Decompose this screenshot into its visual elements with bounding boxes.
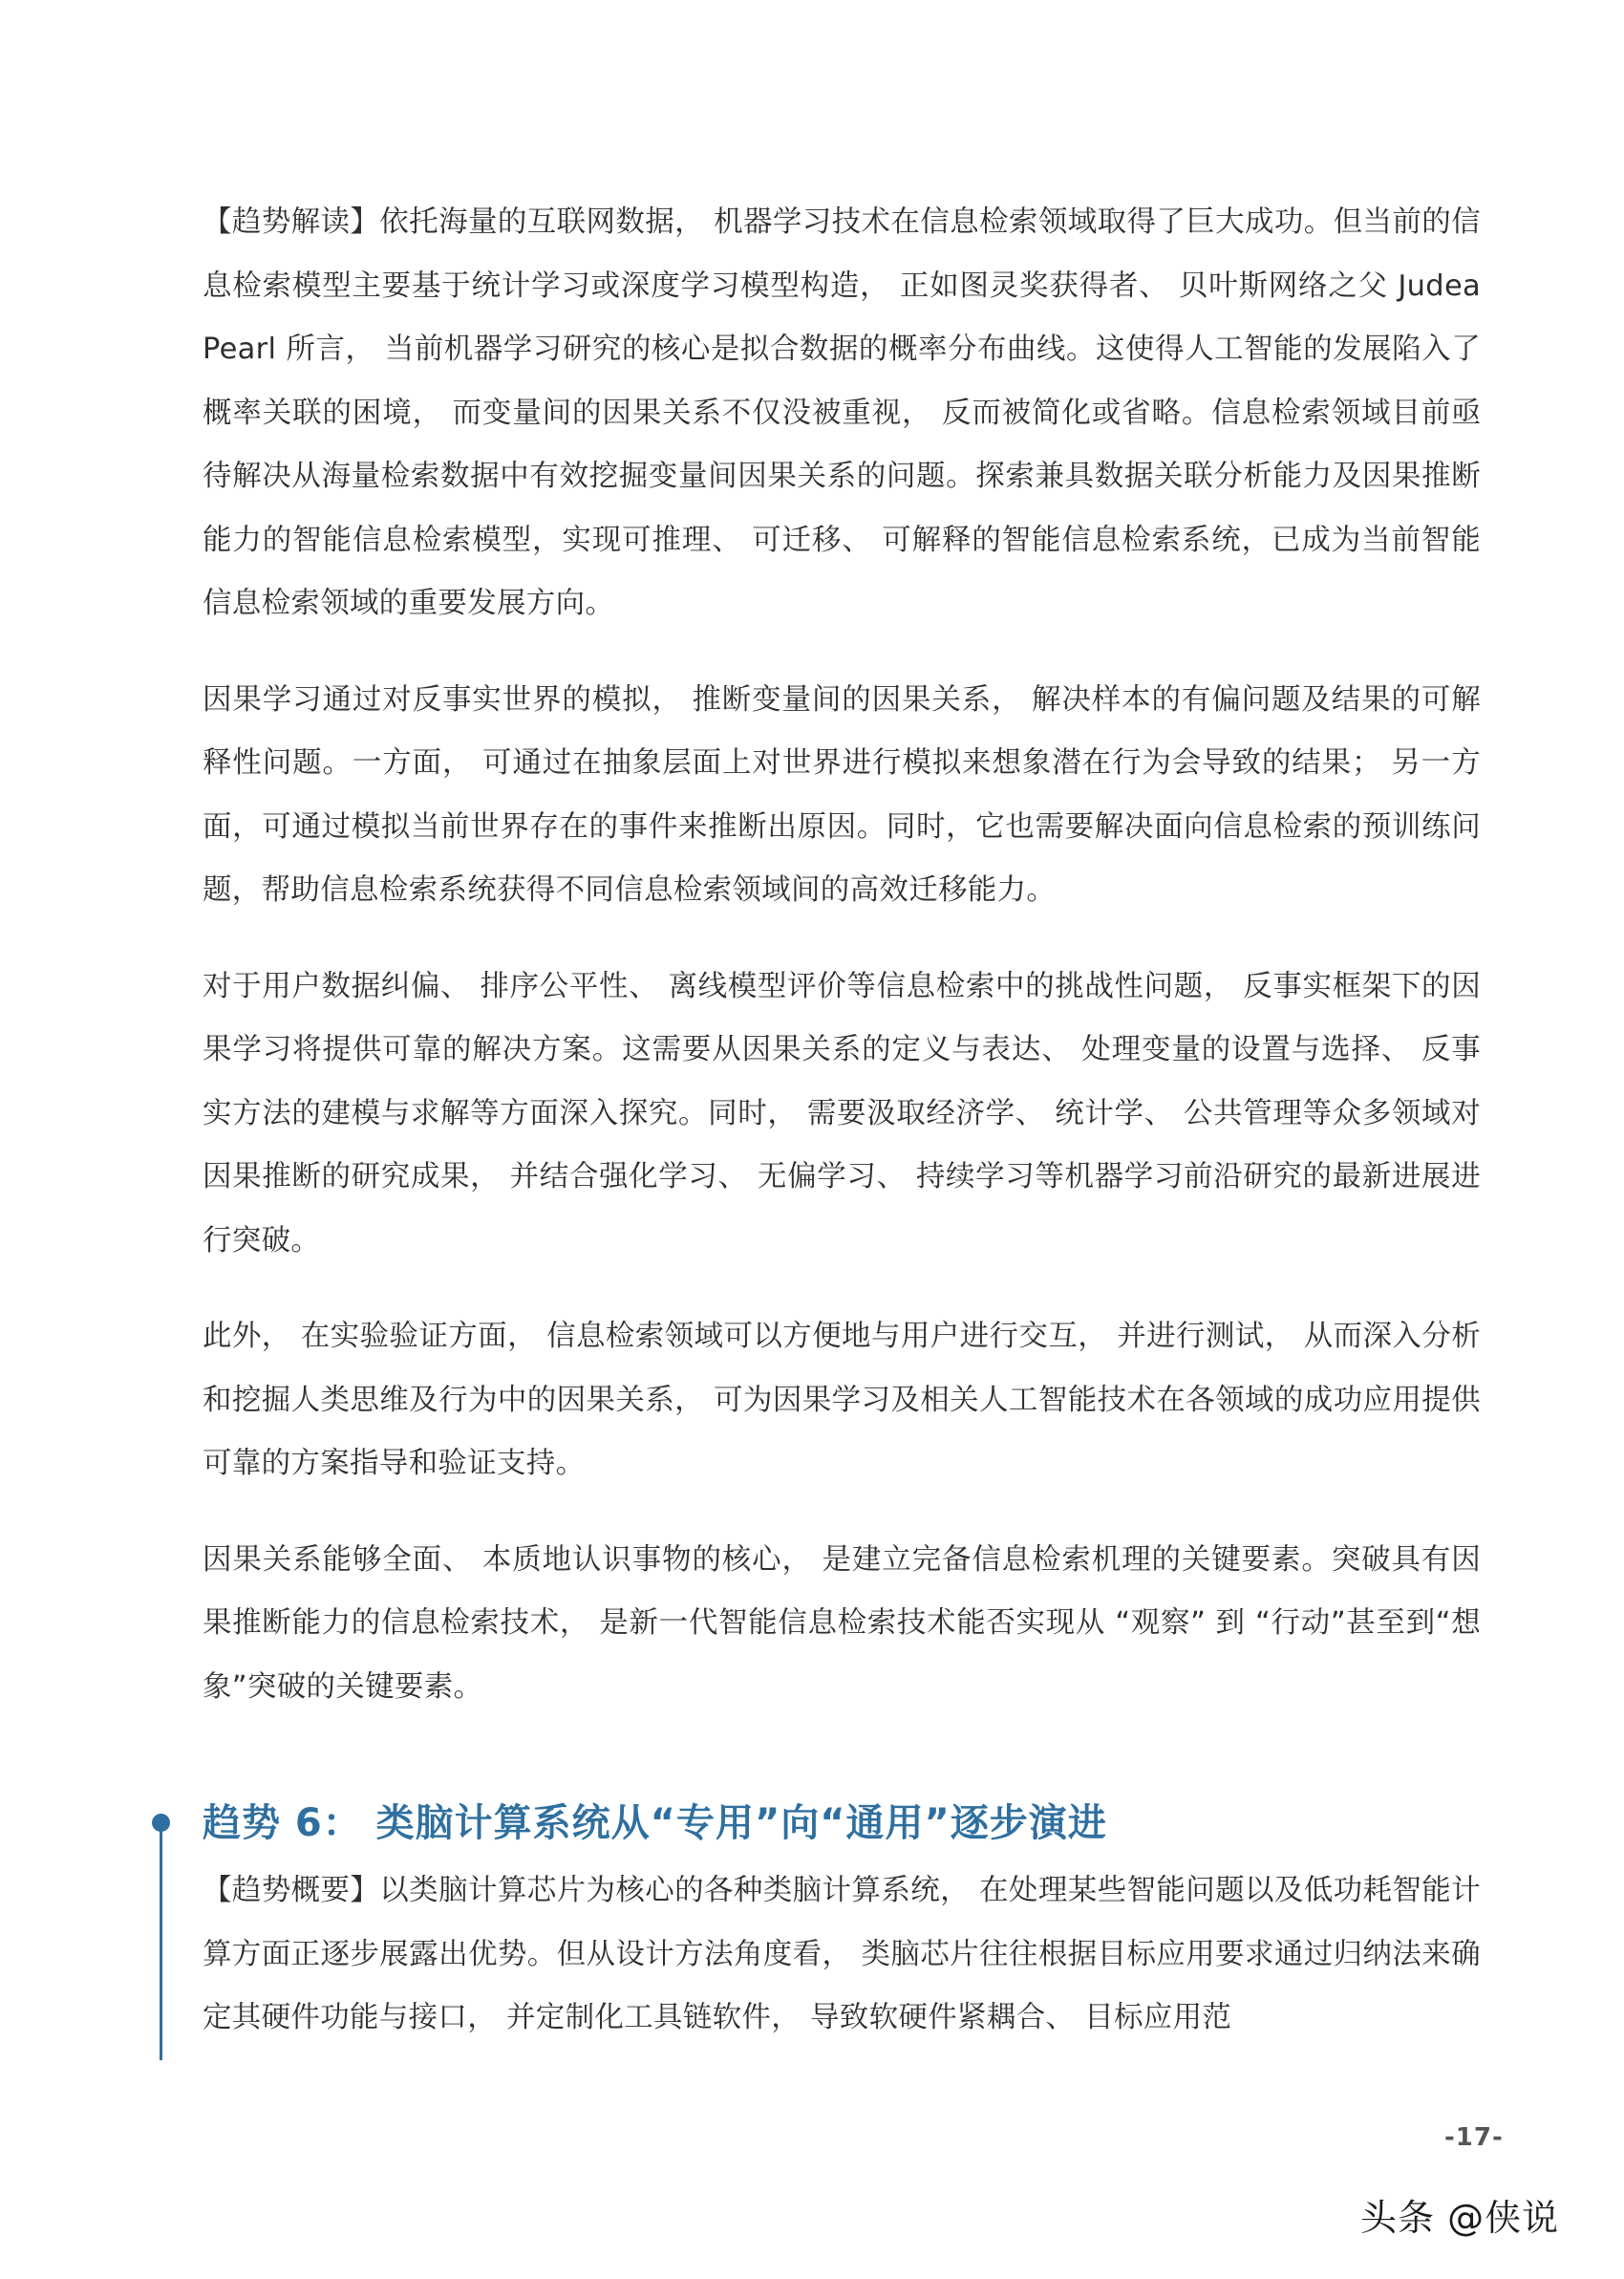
watermark-text: 头条 @侠说 bbox=[1360, 2197, 1560, 2239]
paragraph-counterfactual-framework: 对于用户数据纠偏、 排序公平性、 离线模型评价等信息检索中的挑战性问题， 反事实框架下的因果学习将提供可靠的解决方案。这需要从因果关系的定义与表达、 处理变量的设置与选择、 反事实方法的建模与求解等方面深入探究。同时， 需要汲取经济学、 统计学、 公共管理等众多领域对因果推断的研究成果， 并结合强化学习、 无偏学习、 持续学习等机器学习前沿研究的最新进展进行突破。 bbox=[203, 969, 1481, 1258]
section-title: 趋势 6： 类脑计算系统从“专用”向“通用”逐步演进 bbox=[203, 1801, 1107, 1845]
paragraph-key-element: 因果关系能够全面、 本质地认识事物的核心， 是建立完备信息检索机理的关键要素。突破具有因果推断能力的信息检索技术， 是新一代智能信息检索技术能否实现从 “观察” 到 “行动”甚至到“想象”突破的关键要素。 bbox=[203, 1542, 1481, 1704]
main-text bbox=[203, 191, 1481, 1752]
page-number: -17- bbox=[1444, 2123, 1504, 2152]
section-accent-line bbox=[160, 1821, 162, 2060]
paragraph-trend-interpretation: 【趋势解读】依托海量的互联网数据， 机器学习技术在信息检索领域取得了巨大成功。但当前的信息检索模型主要基于统计学习或深度学习模型构造， 正如图灵奖获得者、 贝叶斯网络之父 Judea Pearl 所言， 当前机器学习研究的核心是拟合数据的概率分布曲线。这使得人工智能的发展陷入了概率关联的困境， 而变量间的因果关系不仅没被重视， 反而被简化或省略。信息检索领域目前亟待解决从海量检索数据中有效挖掘变量间因果关系的问题。探索兼具数据关联分析能力及因果推断能力的智能信息检索模型，实现可推理、 可迁移、 可解释的智能信息检索系统，已成为当前智能信息检索领域的重要发展方向。 bbox=[203, 205, 1481, 620]
section-summary: 【趋势概要】以类脑计算芯片为核心的各种类脑计算系统， 在处理某些智能问题以及低功耗智能计算方面正逐步展露出优势。但从设计方法角度看， 类脑芯片往往根据目标应用要求通过归纳法来确定其硬件功能与接口， 并定制化工具链软件， 导致软硬件紧耦合、 目标应用范 bbox=[203, 1874, 1481, 2034]
section-bullet-dot bbox=[152, 1814, 170, 1832]
paragraph-experiment-validation: 此外， 在实验验证方面， 信息检索领域可以方便地与用户进行交互， 并进行测试， 从而深入分析和挖掘人类思维及行为中的因果关系， 可为因果学习及相关人工智能技术在各领域的成功应用提供可靠的方案指导和验证支持。 bbox=[203, 1320, 1481, 1480]
paragraph-causal-learning: 因果学习通过对反事实世界的模拟， 推断变量间的因果关系， 解决样本的有偏问题及结果的可解释性问题。一方面， 可通过在抽象层面上对世界进行模拟来想象潜在行为会导致的结果； 另一方面，可通过模拟当前世界存在的事件来推断出原因。同时，它也需要解决面向信息检索的预训练问题，帮助信息检索系统获得不同信息检索领域间的高效迁移能力。 bbox=[203, 682, 1481, 907]
